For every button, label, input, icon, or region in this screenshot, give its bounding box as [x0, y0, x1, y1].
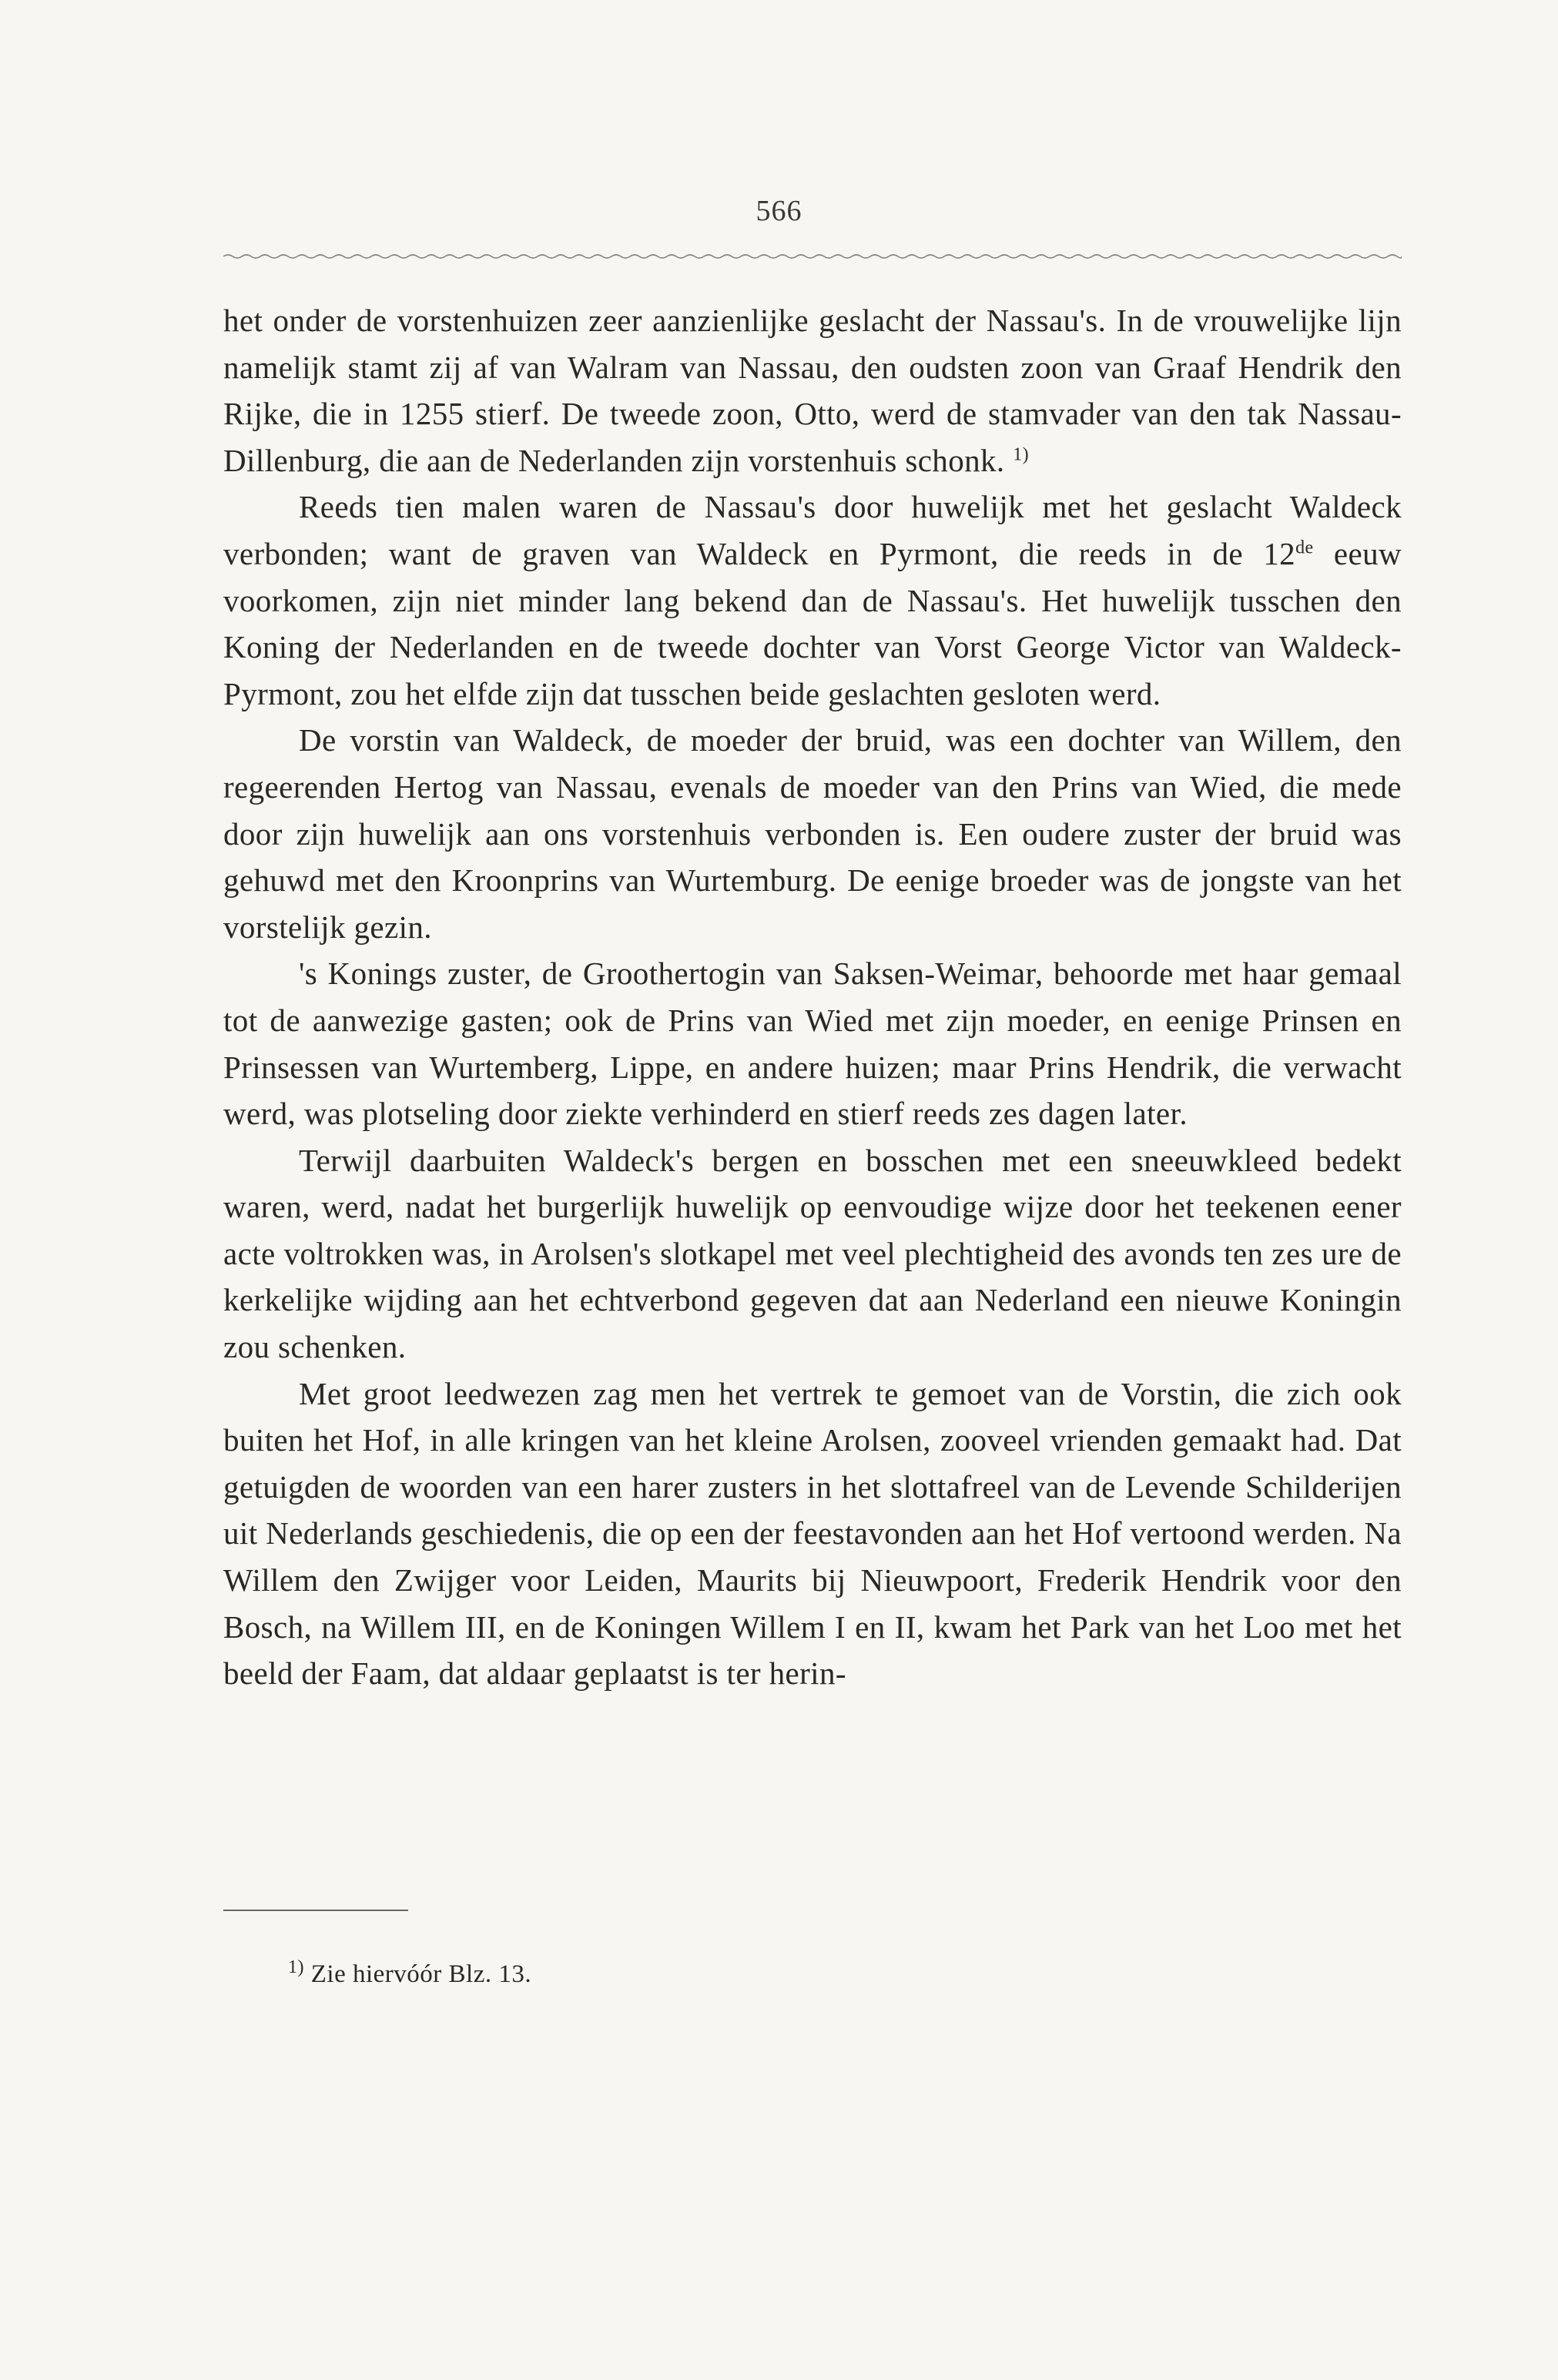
paragraph-4: 's Konings zuster, de Groothertogin van Saksen-Weimar, behoorde met haar gemaal tot de aanwezige gasten; ook de Prins van Wied met zijn moeder, en eenige Prinsen en Prinsessen van Wurtemberg, Lippe, en andere huizen; maar Prins Hendrik, die verwacht werd, was plotseling door ziekte verhinderd en stierf reeds zes dagen later.: [223, 956, 1402, 1132]
paragraph-5: Terwijl daarbuiten Waldeck's bergen en bosschen met een sneeuwkleed bedekt waren, werd, nadat het burgerlijk huwelijk op eenvoudige wijze door het teekenen eener acte voltrokken was, in Arolsen's slotkapel met veel plechtigheid des avonds ten zes ure de kerkelijke wijding aan het echtverbond gegeven dat aan Nederland een nieuwe Koningin zou schenken.: [223, 1142, 1402, 1365]
paragraph-2-text-before: Reeds tien malen waren de Nassau's door huwelijk met het geslacht Waldeck verbonden; want de graven van Waldeck en Pyrmont, die reeds in de 12: [223, 489, 1402, 571]
page-number: 566: [756, 195, 802, 227]
paragraph-6: Met groot leedwezen zag men het vertrek te gemoet van de Vorstin, die zich ook buiten het Hof, in alle kringen van het kleine Arolsen, zooveel vrienden gemaakt had. Dat getuigden de woorden van een harer zusters in het slottafreel van de Levende Schilderijen uit Nederlands geschiedenis, die op een der feestavonden aan het Hof vertoond werden. Na Willem den Zwijger voor Leiden, Maurits bij Nieuwpoort, Frederik Hendrik voor den Bosch, na Willem III, en de Koningen Willem I en II, kwam het Park van het Loo met het beeld der Faam, dat aldaar geplaatst is ter herin-: [223, 1375, 1402, 1692]
paragraph-2-text-after: eeuw voorkomen, zijn niet minder lang bekend dan de Nassau's. Het huwelijk tusschen den Koning der Nederlanden en de tweede dochter van Vorst George Victor van Waldeck-Pyrmont, zou het elfde zijn dat tusschen beide geslachten gesloten werd.: [223, 535, 1402, 711]
footnote-text: Zie hiervóór Blz. 13.: [310, 1960, 532, 1988]
header-rule: [223, 253, 1402, 260]
paragraph-1-text: het onder de vorstenhuizen zeer aanzienlijke geslacht der Nassau's. In de vrouwelijke lijn namelijk stamt zij af van Walram van Nassau, den oudsten zoon van Graaf Hendrik den Rijke, die in 1255 stierf. De tweede zoon, Otto, werd de stamvader van den tak Nassau-Dillenburg, die aan de Nederlanden zijn vorstenhuis schonk.: [223, 303, 1402, 478]
paragraph-3: De vorstin van Waldeck, de moeder der bruid, was een dochter van Willem, den regeerenden Hertog van Nassau, evenals de moeder van den Prins van Wied, die mede door zijn huwelijk aan ons vorstenhuis verbonden is. Een oudere zuster der bruid was gehuwd met den Kroonprins van Wurtemburg. De eenige broeder was de jongste van het vorstelijk gezin.: [223, 722, 1402, 945]
paragraph-2: [223, 484, 1402, 717]
footnote-reference: 1): [1013, 444, 1029, 465]
ordinal-suffix: de: [1295, 537, 1314, 558]
footnote-marker: 1): [288, 1957, 304, 1977]
paragraph-1: [223, 297, 1402, 484]
footnote: [288, 1957, 532, 1989]
footnote-divider: [223, 1910, 408, 1911]
main-text: [223, 297, 1402, 1697]
